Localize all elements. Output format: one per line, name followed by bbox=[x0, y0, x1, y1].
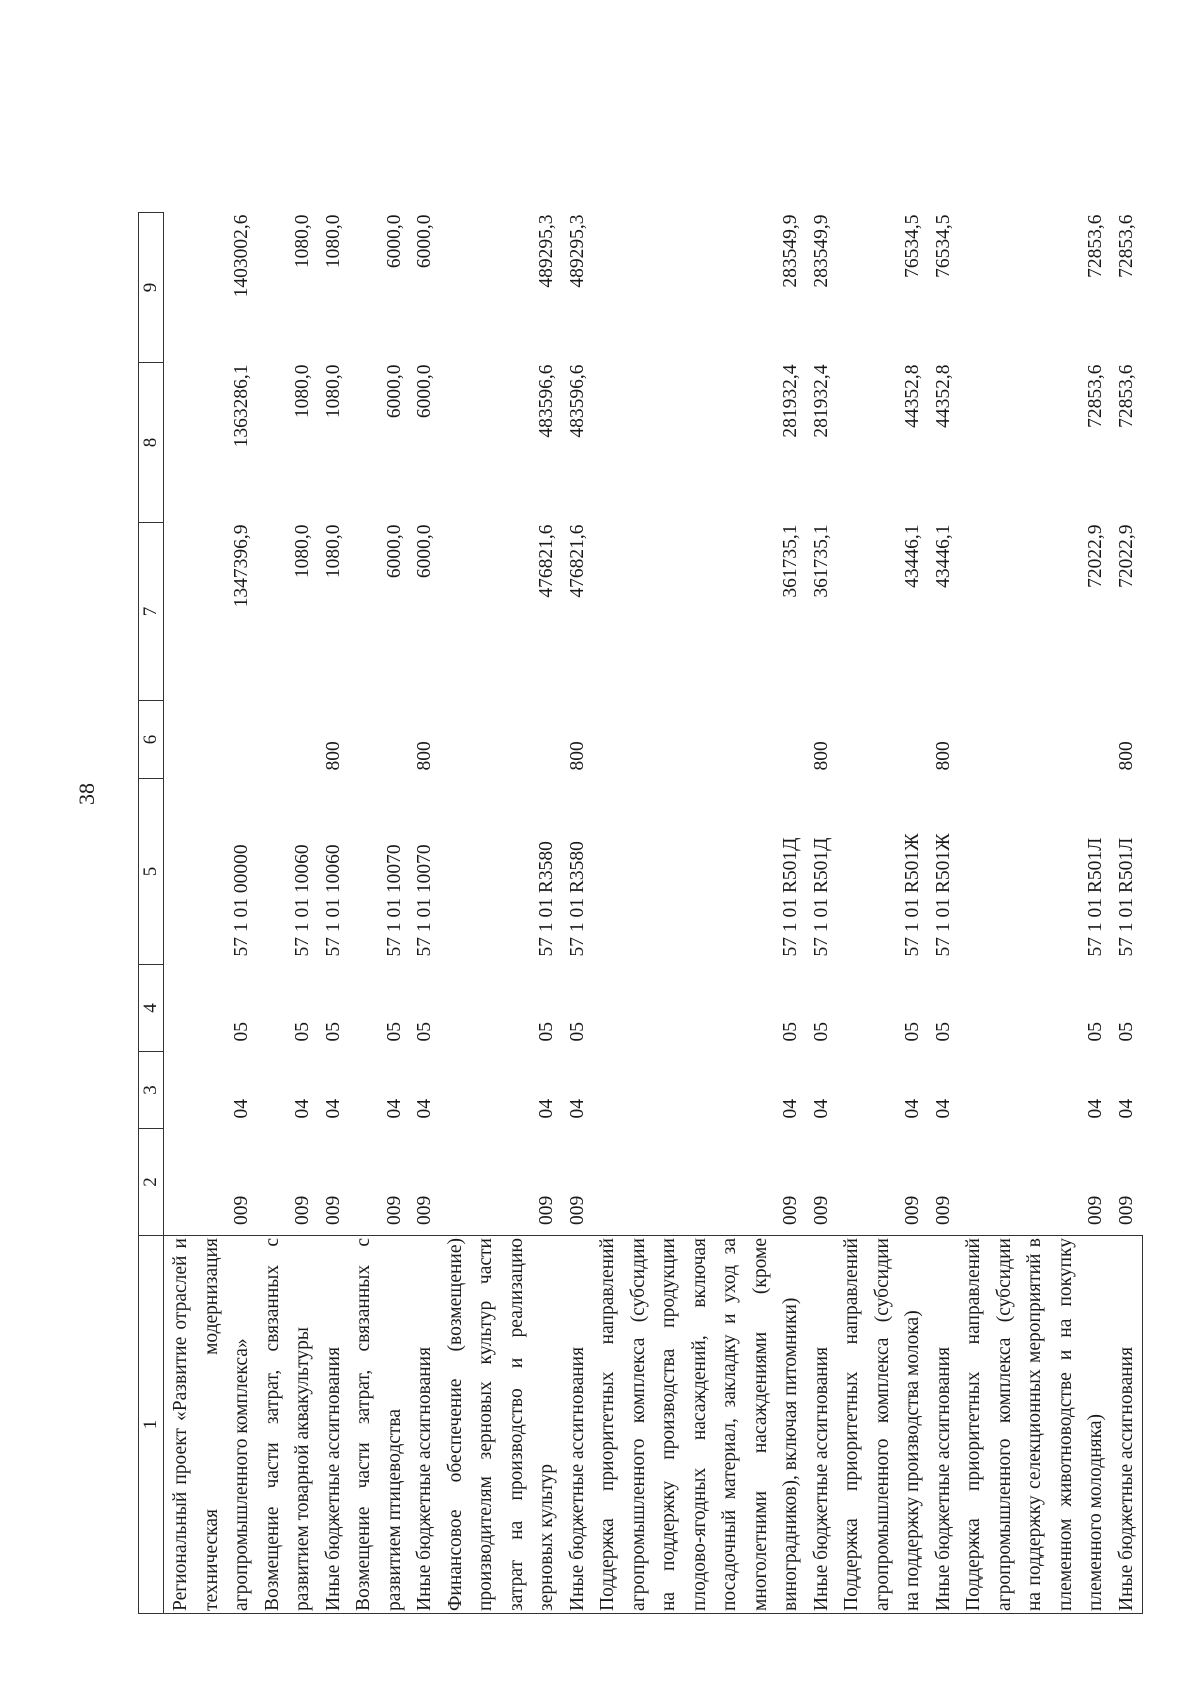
subsection-code: 05 bbox=[810, 1022, 832, 1042]
subsection-code: 05 bbox=[414, 1022, 435, 1042]
amount-col9: 6000,0 bbox=[414, 214, 435, 269]
target-article-code: 57 1 01 10070 bbox=[383, 844, 405, 957]
section-code: 04 bbox=[810, 1099, 832, 1119]
budget-table bbox=[138, 212, 1143, 1614]
admin-code: 009 bbox=[322, 1195, 344, 1225]
amount-col7: 361735,1 bbox=[810, 524, 832, 598]
row-name: Поддержка приоритетных направлений агропромышленного комплекса (субсидии на поддержку производства продукции плодово-ягодных насаждений, включая посадочный материал, закладку и уход за многолетними насаждениями (кроме виноградников), включая питомники) bbox=[593, 1236, 807, 1614]
subsection-code: 05 bbox=[566, 1022, 588, 1042]
column-header: 9 bbox=[139, 213, 164, 363]
header-row bbox=[139, 213, 164, 1614]
admin-code: 009 bbox=[383, 1195, 405, 1225]
expense-type-code: 800 bbox=[1116, 741, 1137, 771]
admin-code: 009 bbox=[780, 1195, 801, 1225]
expense-type-code bbox=[837, 701, 929, 779]
row-name: Иные бюджетные ассигнования bbox=[563, 1236, 594, 1614]
column-header: 1 bbox=[139, 1236, 164, 1614]
admin-code: 009 bbox=[1085, 1195, 1106, 1225]
subsection-code: 05 bbox=[932, 1022, 954, 1042]
subsection-code: 05 bbox=[536, 1022, 557, 1042]
amount-col9: 1080,0 bbox=[322, 214, 344, 269]
row-name: Возмещение части затрат, связанных с развитием птицеводства bbox=[349, 1236, 410, 1614]
amount-col8: 44352,8 bbox=[932, 364, 954, 428]
expense-type-code: 800 bbox=[810, 741, 832, 771]
amount-col7: 72022,9 bbox=[1116, 524, 1137, 588]
section-code: 04 bbox=[231, 1099, 252, 1119]
table-row bbox=[837, 213, 929, 1614]
admin-code: 009 bbox=[810, 1195, 832, 1225]
amount-col8: 44352,8 bbox=[902, 364, 923, 428]
admin-code: 009 bbox=[414, 1195, 435, 1225]
table-row bbox=[164, 213, 258, 1614]
amount-col7: 476821,6 bbox=[566, 524, 588, 598]
table-row bbox=[807, 213, 838, 1614]
amount-col9: 1403002,6 bbox=[231, 214, 252, 298]
amount-col8: 72853,6 bbox=[1085, 364, 1106, 428]
row-name: Финансовое обеспечение (возмещение) производителям зерновых культур части затрат на производство и реализацию зерновых культур bbox=[441, 1236, 563, 1614]
expense-type-code bbox=[349, 701, 410, 779]
expense-type-code bbox=[593, 701, 807, 779]
column-header: 5 bbox=[139, 779, 164, 965]
amount-col8: 281932,4 bbox=[810, 364, 832, 438]
amount-col8: 72853,6 bbox=[1116, 364, 1137, 428]
table-body bbox=[164, 213, 1143, 1614]
target-article-code: 57 1 01 R3580 bbox=[536, 841, 557, 957]
row-name: Поддержка приоритетных направлений агропромышленного комплекса (субсидии на поддержку производства молока) bbox=[837, 1236, 929, 1614]
table-row bbox=[319, 213, 350, 1614]
target-article-code: 57 1 01 10060 bbox=[322, 844, 344, 957]
section-code: 04 bbox=[292, 1099, 313, 1119]
row-name: Поддержка приоритетных направлений агропромышленного комплекса (субсидии на поддержку селекционных мероприятий в племенном животноводстве и на покупку племенного молодняка) bbox=[959, 1236, 1112, 1614]
target-article-code: 57 1 01 R3580 bbox=[566, 841, 588, 957]
section-code: 04 bbox=[902, 1099, 923, 1119]
page-number: 38 bbox=[74, 783, 99, 805]
section-code: 04 bbox=[566, 1099, 588, 1119]
column-header: 8 bbox=[139, 363, 164, 523]
amount-col7: 43446,1 bbox=[932, 524, 954, 588]
expense-type-code bbox=[164, 701, 258, 779]
amount-col7: 476821,6 bbox=[536, 524, 557, 598]
amount-col7: 1347396,9 bbox=[231, 524, 252, 608]
subsection-code: 05 bbox=[231, 1022, 252, 1042]
table-row bbox=[258, 213, 319, 1614]
table-row bbox=[349, 213, 410, 1614]
section-code: 04 bbox=[322, 1099, 344, 1119]
row-name: Иные бюджетные ассигнования bbox=[319, 1236, 350, 1614]
subsection-code: 05 bbox=[780, 1022, 801, 1042]
target-article-code: 57 1 01 R501Ж bbox=[902, 833, 923, 957]
target-article-code: 57 1 01 R501Д bbox=[810, 837, 832, 957]
section-code: 04 bbox=[1116, 1099, 1137, 1119]
target-article-code: 57 1 01 00000 bbox=[231, 844, 252, 957]
amount-col7: 6000,0 bbox=[414, 524, 435, 579]
admin-code: 009 bbox=[231, 1195, 252, 1225]
admin-code: 009 bbox=[566, 1195, 588, 1225]
column-header: 6 bbox=[139, 701, 164, 779]
expense-type-code bbox=[258, 701, 319, 779]
section-code: 04 bbox=[1085, 1099, 1106, 1119]
row-name: Региональный проект «Развитие отраслей и техническая модернизация агропромышленного комплекса» bbox=[164, 1236, 258, 1614]
amount-col8: 281932,4 bbox=[780, 364, 801, 438]
admin-code: 009 bbox=[292, 1195, 313, 1225]
expense-type-code: 800 bbox=[566, 741, 588, 771]
amount-col7: 361735,1 bbox=[780, 524, 801, 598]
target-article-code: 57 1 01 10070 bbox=[414, 844, 435, 957]
subsection-code: 05 bbox=[383, 1022, 405, 1042]
amount-col9: 76534,5 bbox=[902, 214, 923, 278]
expense-type-code: 800 bbox=[932, 741, 954, 771]
amount-col9: 283549,9 bbox=[810, 214, 832, 288]
amount-col9: 489295,3 bbox=[566, 214, 588, 288]
section-code: 04 bbox=[932, 1099, 954, 1119]
table-row bbox=[1112, 213, 1143, 1614]
subsection-code: 05 bbox=[1085, 1022, 1106, 1042]
amount-col9: 1080,0 bbox=[292, 214, 313, 269]
admin-code: 009 bbox=[932, 1195, 954, 1225]
admin-code: 009 bbox=[902, 1195, 923, 1225]
amount-col9: 283549,9 bbox=[780, 214, 801, 288]
subsection-code: 05 bbox=[292, 1022, 313, 1042]
amount-col8: 1080,0 bbox=[322, 364, 344, 419]
table-row bbox=[593, 213, 807, 1614]
amount-col9: 72853,6 bbox=[1116, 214, 1137, 278]
table-row bbox=[410, 213, 441, 1614]
amount-col9: 76534,5 bbox=[932, 214, 954, 278]
amount-col9: 6000,0 bbox=[383, 214, 405, 269]
admin-code: 009 bbox=[1116, 1195, 1137, 1225]
section-code: 04 bbox=[536, 1099, 557, 1119]
column-header: 3 bbox=[139, 1052, 164, 1129]
column-header: 2 bbox=[139, 1129, 164, 1236]
amount-col8: 6000,0 bbox=[383, 364, 405, 419]
subsection-code: 05 bbox=[1116, 1022, 1137, 1042]
expense-type-code: 800 bbox=[322, 741, 344, 771]
row-name: Возмещение части затрат, связанных с развитием товарной аквакультуры bbox=[258, 1236, 319, 1614]
row-name: Иные бюджетные ассигнования bbox=[807, 1236, 838, 1614]
row-name: Иные бюджетные ассигнования bbox=[929, 1236, 960, 1614]
table-row bbox=[929, 213, 960, 1614]
amount-col8: 1080,0 bbox=[292, 364, 313, 419]
expense-type-code bbox=[959, 701, 1112, 779]
expense-type-code: 800 bbox=[414, 741, 435, 771]
amount-col7: 43446,1 bbox=[902, 524, 923, 588]
section-code: 04 bbox=[414, 1099, 435, 1119]
column-header: 7 bbox=[139, 523, 164, 701]
column-header: 4 bbox=[139, 965, 164, 1052]
row-name: Иные бюджетные ассигнования bbox=[410, 1236, 441, 1614]
amount-col8: 1363286,1 bbox=[231, 364, 252, 448]
expense-type-code bbox=[441, 701, 563, 779]
subsection-code: 05 bbox=[902, 1022, 923, 1042]
amount-col7: 1080,0 bbox=[292, 524, 313, 579]
amount-col8: 6000,0 bbox=[414, 364, 435, 419]
section-code: 04 bbox=[780, 1099, 801, 1119]
amount-col7: 1080,0 bbox=[322, 524, 344, 579]
amount-col8: 483596,6 bbox=[566, 364, 588, 438]
target-article-code: 57 1 01 R501Ж bbox=[932, 833, 954, 957]
amount-col8: 483596,6 bbox=[536, 364, 557, 438]
table-row bbox=[959, 213, 1112, 1614]
amount-col7: 6000,0 bbox=[383, 524, 405, 579]
section-code: 04 bbox=[383, 1099, 405, 1119]
subsection-code: 05 bbox=[322, 1022, 344, 1042]
target-article-code: 57 1 01 R501Л bbox=[1116, 837, 1137, 957]
amount-col9: 489295,3 bbox=[536, 214, 557, 288]
amount-col7: 72022,9 bbox=[1085, 524, 1106, 588]
row-name: Иные бюджетные ассигнования bbox=[1112, 1236, 1143, 1614]
target-article-code: 57 1 01 10060 bbox=[292, 844, 313, 957]
table-row bbox=[441, 213, 563, 1614]
table-row bbox=[563, 213, 594, 1614]
target-article-code: 57 1 01 R501Д bbox=[780, 837, 801, 957]
target-article-code: 57 1 01 R501Л bbox=[1085, 837, 1106, 957]
admin-code: 009 bbox=[536, 1195, 557, 1225]
amount-col9: 72853,6 bbox=[1085, 214, 1106, 278]
